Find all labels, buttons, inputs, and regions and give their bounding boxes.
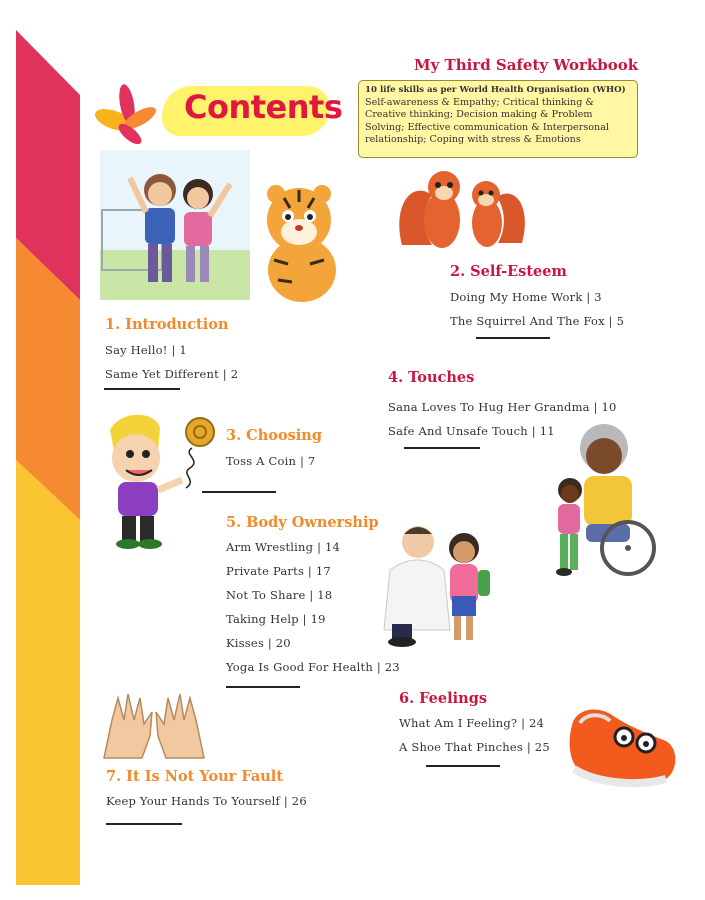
- toc-item[interactable]: Toss A Coin | 7: [226, 454, 316, 468]
- toc-item[interactable]: Same Yet Different | 2: [105, 367, 239, 381]
- section-heading-not-your-fault: 7. It Is Not Your Fault: [106, 768, 284, 785]
- section-heading-feelings: 6. Feelings: [399, 690, 487, 707]
- toc-item[interactable]: Sana Loves To Hug Her Grandma | 10: [388, 400, 617, 414]
- toc-item[interactable]: Keep Your Hands To Yourself | 26: [106, 794, 307, 808]
- children-waving-illustration: [100, 150, 250, 300]
- section-heading-introduction: 1. Introduction: [105, 316, 229, 333]
- contents-title-block: [92, 78, 343, 158]
- divider: [104, 388, 180, 390]
- toc-item[interactable]: Yoga Is Good For Health | 23: [226, 660, 400, 674]
- toc-item[interactable]: Safe And Unsafe Touch | 11: [388, 424, 555, 438]
- divider: [226, 686, 300, 688]
- who-box-heading: 10 life skills as per World Health Organisation (WHO): [365, 85, 626, 95]
- toc-item[interactable]: Private Parts | 17: [226, 564, 331, 578]
- toc-item[interactable]: Taking Help | 19: [226, 612, 326, 626]
- doctor-with-girl-illustration: [378, 520, 498, 650]
- toc-item[interactable]: Doing My Home Work | 3: [450, 290, 602, 304]
- who-box-body: Self-awareness & Empathy; Critical thinking & Creative thinking; Decision making & Problem Solving; Effective communication & Interpersonal relationship; Coping with stress & Emotions: [365, 96, 609, 146]
- section-heading-self-esteem: 2. Self-Esteem: [450, 263, 567, 280]
- tiger-cub-illustration: [254, 180, 346, 305]
- section-heading-touches: 4. Touches: [388, 369, 475, 386]
- toc-item[interactable]: Not To Share | 18: [226, 588, 333, 602]
- page-title: Contents: [184, 88, 343, 126]
- book-title: My Third Safety Workbook: [414, 56, 639, 74]
- section-heading-body-ownership: 5. Body Ownership: [226, 514, 379, 531]
- flower-logo-icon: [92, 82, 162, 152]
- divider: [426, 765, 500, 767]
- toc-item[interactable]: The Squirrel And The Fox | 5: [450, 314, 625, 328]
- boy-tossing-coin-illustration: [100, 410, 225, 550]
- divider: [106, 823, 182, 825]
- grandma-wheelchair-illustration: [542, 420, 657, 585]
- toc-item[interactable]: What Am I Feeling? | 24: [399, 716, 545, 730]
- squirrels-illustration: [392, 165, 532, 260]
- toc-item[interactable]: A Shoe That Pinches | 25: [399, 740, 550, 754]
- who-life-skills-box: [358, 80, 638, 158]
- divider: [476, 337, 550, 339]
- divider: [202, 491, 276, 493]
- orange-shoe-illustration: [566, 695, 681, 790]
- section-heading-choosing: 3. Choosing: [226, 427, 322, 444]
- toc-item[interactable]: Kisses | 20: [226, 636, 291, 650]
- toc-item[interactable]: Say Hello! | 1: [105, 343, 187, 357]
- toc-item[interactable]: Arm Wrestling | 14: [226, 540, 341, 554]
- divider: [404, 447, 480, 449]
- side-stripe: [0, 0, 80, 900]
- hands-illustration: [98, 690, 210, 762]
